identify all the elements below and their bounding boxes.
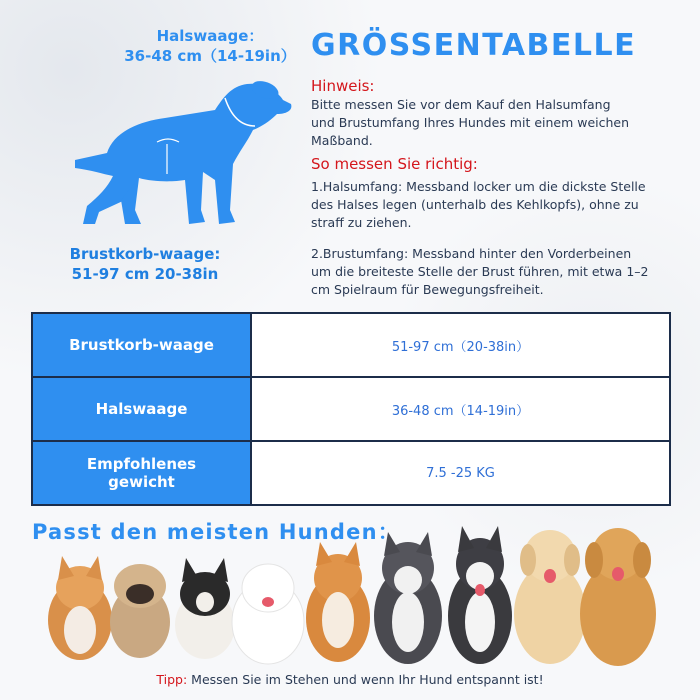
chest-label: Brustkorb-waage: — [69, 245, 221, 263]
labrador-image — [514, 530, 586, 664]
hint-line: Bitte messen Sie vor dem Kauf den Halsumfang — [311, 97, 611, 112]
fits-most-dogs-heading: Passt den meisten Hunden： — [32, 520, 400, 544]
hint-line: Maßband. — [311, 133, 373, 148]
step1-line: 1.Halsumfang: Messband locker um die dickste Stelle — [311, 179, 646, 194]
tip-body: Messen Sie im Stehen und wenn Ihr Hund entspannt ist! — [187, 672, 544, 687]
tip-prefix: Tipp: — [156, 672, 188, 687]
table-row — [32, 441, 670, 505]
neck-label: Halswaage： — [156, 27, 264, 45]
row-label — [32, 441, 251, 505]
table-row — [32, 313, 670, 377]
corgi-image — [48, 556, 112, 660]
hint-line: und Brustumfang Ihres Hundes mit einem weichen — [311, 115, 630, 130]
step1-line: straff zu ziehen. — [311, 215, 412, 230]
tip-text — [0, 672, 700, 687]
step2-line: um die breiteste Stelle der Brust führen, mit etwa 1–2 — [311, 264, 649, 279]
shiba-image — [306, 542, 370, 662]
row-value: 51-97 cm（20-38in） — [251, 313, 670, 377]
step1-text — [311, 178, 686, 232]
neck-value: 36-48 cm（14-19in） — [124, 47, 296, 65]
table-row — [32, 377, 670, 441]
page-title: GRÖSSENTABELLE — [311, 28, 637, 63]
row-value: 7.5 -25 KG — [251, 441, 670, 505]
row-value: 36-48 cm（14-19in） — [251, 377, 670, 441]
row-label: Brustkorb-waage — [32, 313, 251, 377]
pug-image — [110, 564, 170, 658]
row-label-line: Empfohlenes — [86, 455, 197, 473]
dog-silhouette-illustration — [55, 60, 295, 240]
step2-text — [311, 245, 686, 299]
step1-line: des Halses legen (unterhalb des Kehlkopfs), ohne zu — [311, 197, 639, 212]
howto-heading: So messen Sie richtig: — [311, 155, 478, 173]
size-table — [31, 312, 671, 506]
step2-line: cm Spielraum für Bewegungsfreiheit. — [311, 282, 544, 297]
row-label: Halswaage — [32, 377, 251, 441]
row-label-line: gewicht — [108, 473, 175, 491]
step2-line: 2.Brustumfang: Messband hinter den Vorderbeinen — [311, 246, 632, 261]
french-bulldog-image — [175, 558, 235, 659]
chest-value: 51-97 cm 20-38in — [71, 265, 219, 283]
malamute-image — [374, 532, 442, 664]
husky-image — [448, 526, 512, 664]
hint-heading: Hinweis: — [311, 77, 375, 95]
chest-measurement — [60, 244, 230, 284]
hint-text — [311, 96, 686, 150]
samoyed-image — [232, 564, 304, 664]
golden-retriever-image — [580, 528, 656, 666]
